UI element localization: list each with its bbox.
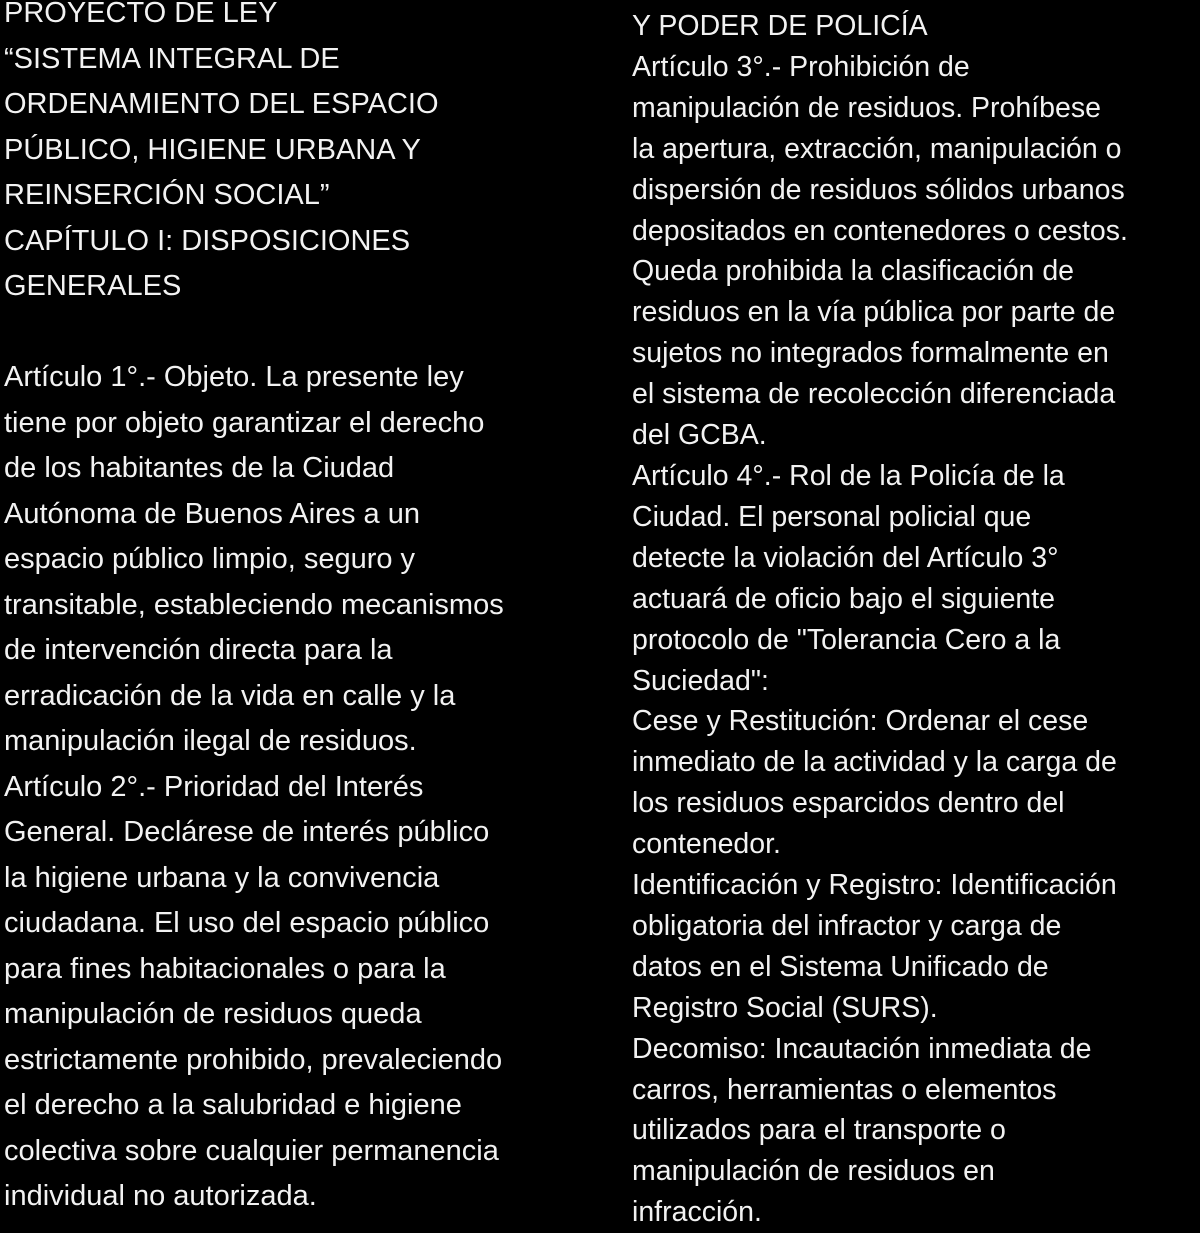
body-line: inmediato de la actividad y la carga de [632,746,1117,779]
heading-line: GENERALES [4,270,182,302]
paragraph-spacer [4,310,602,356]
body-line: el sistema de recolección diferenciada [632,378,1116,411]
body-line: la higiene urbana y la convivencia [4,861,440,894]
body-line: depositados en contenedores o cestos. [632,214,1128,247]
body-line: transitable, estableciendo mecanismos [4,588,504,621]
body-line: de los habitantes de la Ciudad [4,452,395,484]
right-text-column [632,6,1196,1233]
body-line: residuos en la vía pública por parte de [632,296,1116,329]
body-line: Artículo 3°.- Prohibición de [632,50,970,83]
body-line: obligatoria del infractor y carga de [632,909,1062,942]
body-line: datos en el Sistema Unificado de [632,950,1049,983]
body-line: manipulación ilegal de residuos. [4,725,417,757]
body-line: sujetos no integrados formalmente en [632,337,1109,370]
body-line: para fines habitacionales o para la [4,952,446,985]
heading-line: “SISTEMA INTEGRAL DE [4,42,340,75]
body-line: detecte la violación del Artículo 3° [632,541,1059,574]
body-line: utilizados para el transporte o [632,1114,1006,1147]
body-line: Ciudad. El personal policial que [632,500,1032,533]
body-line: manipulación de residuos queda [4,998,422,1030]
body-line: actuará de oficio bajo el siguiente [632,582,1056,615]
body-line: General. Declárese de interés público [4,816,490,848]
left-text-column [4,0,602,1220]
body-line: Identificación y Registro: Identificación [632,869,1117,902]
body-line: manipulación de residuos en [632,1155,995,1188]
heading-line: REINSERCIÓN SOCIAL” [4,179,330,211]
body-line: infracción. [632,1196,762,1229]
body-line: del GCBA. [632,419,767,452]
body-line: el derecho a la salubridad e higiene [4,1089,462,1121]
body-line: manipulación de residuos. Prohíbese [632,91,1101,124]
body-line: los residuos esparcidos dentro del [632,787,1065,820]
body-line: Artículo 4°.- Rol de la Policía de la [632,459,1065,492]
body-line: tiene por objeto garantizar el derecho [4,406,485,439]
body-line: de intervención directa para la [4,634,393,666]
heading-line: CAPÍTULO I: DISPOSICIONES [4,224,411,257]
body-line: Artículo 1°.- Objeto. La presente ley [4,361,464,393]
body-line: Registro Social (SURS). [632,991,938,1024]
bill-heading [4,0,602,310]
body-line: contenedor. [632,828,781,861]
body-line: estrictamente prohibido, prevaleciendo [4,1043,503,1076]
heading-line: ORDENAMIENTO DEL ESPACIO [4,88,439,120]
body-line: erradicación de la vida en calle y la [4,679,456,712]
body-line: colectiva sobre cualquier permanencia [4,1134,499,1167]
body-line: Artículo 2°.- Prioridad del Interés [4,770,424,803]
heading-line: PROYECTO DE LEY [4,0,278,29]
body-line: protocolo de "Tolerancia Cero a la [632,623,1061,656]
body-line: individual no autorizada. [4,1180,317,1212]
body-line: Cese y Restitución: Ordenar el cese [632,705,1089,738]
body-line: carros, herramientas o elementos [632,1073,1057,1106]
body-line: la apertura, extracción, manipulación o [632,132,1122,165]
articles-1-2 [4,355,602,1220]
body-line: ciudadana. El uso del espacio público [4,907,490,939]
body-line: Suciedad": [632,664,769,697]
body-line: espacio público limpio, seguro y [4,543,416,575]
body-line: Queda prohibida la clasificación de [632,255,1075,288]
body-line: dispersión de residuos sólidos urbanos [632,173,1125,206]
body-line: Decomiso: Incautación inmediata de [632,1032,1092,1065]
body-line: Autónoma de Buenos Aires a un [4,497,420,530]
heading-line: PÚBLICO, HIGIENE URBANA Y [4,133,421,166]
chapter-heading-continuation: Y PODER DE POLICÍA [632,10,928,42]
